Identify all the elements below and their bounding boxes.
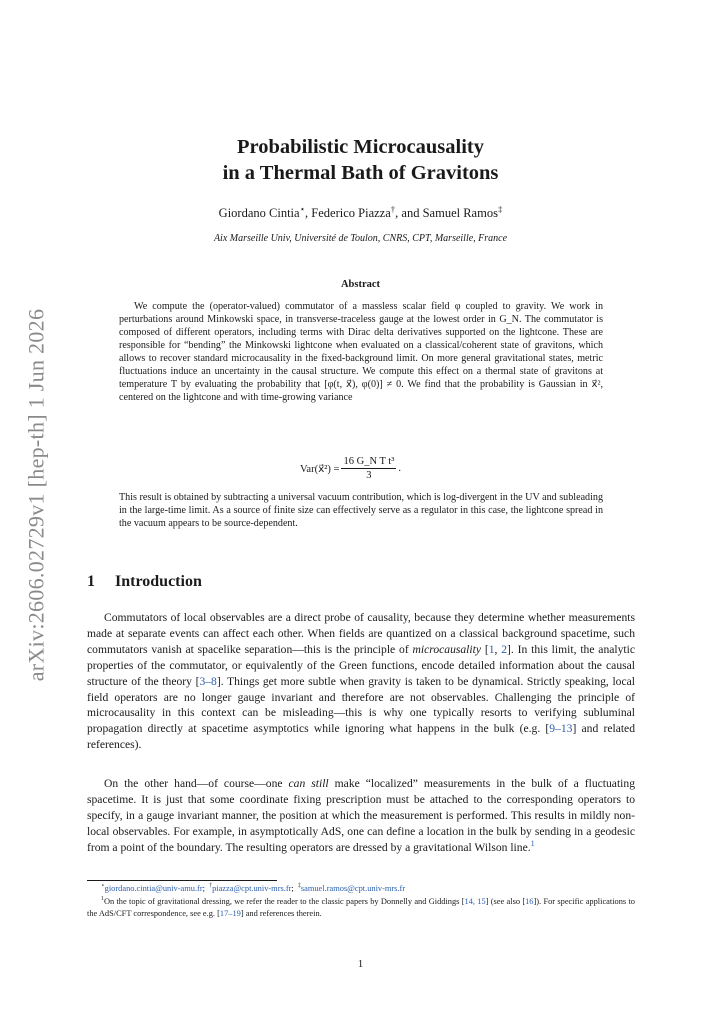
email-mark: ‡ xyxy=(297,883,301,890)
author-list xyxy=(0,203,721,221)
citation-link[interactable]: 3–8 xyxy=(199,674,217,688)
citation-link[interactable]: 17–19 xyxy=(219,908,241,918)
footnote-divider xyxy=(87,880,277,881)
author-mark-2: † xyxy=(390,203,396,214)
intro-paragraph-2 xyxy=(87,776,635,856)
page-number: 1 xyxy=(357,958,364,970)
paper-title xyxy=(0,134,721,186)
text-run: make “localized” measurements in the bulk of a fluctuating spacetime. It is just that some coordinate fixing prescription must be attached to the corresponding operators to specify, in a gauge invariant manner, the position at which the measurement is performed. This results in mildly non-local observables. For example, in asymptotically AdS, one can define a location in the bulk by sending in a geodesic from a point of the boundary. The resulting operators are dressed by a gravitational Wilson line. xyxy=(87,777,635,854)
author-ramos: Samuel Ramos xyxy=(422,206,498,220)
footnote-1 xyxy=(87,896,635,919)
section-number: 1 xyxy=(87,573,95,590)
title-line-1: Probabilistic Microcausality xyxy=(237,136,484,158)
author-separator: , and xyxy=(395,206,423,220)
section-title: Introduction xyxy=(115,573,202,590)
formula-numerator: 16 G_N T t³ xyxy=(343,456,395,467)
text-run: ]. Things get more subtle when gravity is taken to be dynamical. Strictly speaking, local field operators are no longer gauge invariant and therefore are not observables. Challenging the principle of microcausality in this context can be misleading—this is why one typically resorts to verifying subluminal propagation directly at spacetime asymptotics while ignoring what happens in the bulk (e.g. [ xyxy=(87,674,635,736)
email-link-piazza[interactable]: piazza@cpt.univ-mrs.fr xyxy=(212,884,292,893)
text-run: [ xyxy=(481,642,489,656)
title-line-2: in a Thermal Bath of Gravitons xyxy=(222,162,499,184)
citation-link[interactable]: 16 xyxy=(525,897,534,906)
arxiv-stamp xyxy=(18,300,54,690)
citation-link[interactable]: 1 xyxy=(488,642,495,656)
formula-fraction xyxy=(341,455,396,482)
author-cintia: Giordano Cintia xyxy=(218,206,300,220)
footnote-emails: ⋆giordano.cintia@univ-amu.fr; †piazza@cpt.univ-mrs.fr; ‡samuel.ramos@cpt.univ-mrs.fr xyxy=(101,883,406,893)
author-mark-3: ‡ xyxy=(497,203,503,214)
text-run: Commutators of local observables are a direct probe of causality, because they determine whether measurements made at separate events can affect each other. When fields are quantized on a classical background spacetime, such commutators vanish at spacelike separation—this is the principle of xyxy=(87,611,635,656)
text-run: , xyxy=(494,642,502,656)
variance-formula xyxy=(300,455,401,482)
intro-paragraph-1 xyxy=(87,610,635,753)
emphasis-microcausality: microcausality xyxy=(412,642,481,656)
text-run: On the topic of gravitational dressing, we refer the reader to the classic papers by Donnelly and Giddings [ xyxy=(103,897,465,906)
text-run: ] and references therein. xyxy=(240,908,322,918)
citation-link[interactable]: 2 xyxy=(501,642,508,656)
email-link-ramos[interactable]: samuel.ramos@cpt.univ-mrs.fr xyxy=(300,884,406,893)
abstract-paragraph-2: This result is obtained by subtracting a universal vacuum contribution, which is log-divergent in the UV and subleading in the large-time limit. As a source of finite size can effectively serve as a regulator in this case, the lightcone spread in the vacuum appears to be source-dependent. xyxy=(119,492,603,529)
affiliation: Aix Marseille Univ, Université de Toulon, CNRS, CPT, Marseille, France xyxy=(213,233,508,244)
author-piazza: Federico Piazza xyxy=(311,206,391,220)
arxiv-stamp-text: arXiv:2606.02729v1 [hep-th] 1 Jun 2026 xyxy=(23,308,48,682)
formula-end: . xyxy=(398,463,401,474)
abstract-heading: Abstract xyxy=(340,279,381,290)
section-heading xyxy=(87,573,202,591)
text-run: ]. In this limit, the analytic properties of the commutator, or equivalently of the Green functions, encode detailed information about the causal structure of the theory [ xyxy=(87,642,636,688)
footnote-mark: 1 xyxy=(101,896,104,903)
text-run: On the other hand—of course—one xyxy=(104,777,289,790)
author-separator: , xyxy=(305,206,312,220)
author-mark-1: ⋆ xyxy=(299,203,306,214)
abstract-paragraph-1: We compute the (operator-valued) commutator of a massless scalar field φ coupled to gravity. We work in perturbations around Minkowski space, in transverse-traceless gauge at the lowest order in G_N. The commutator is composed of different operators, including terms with Dirac delta derivatives supported on the lightcone. These are responsible for “bending” the Minkowski lightcone when evaluated on a classical/coherent state of gravitons, which allows to recover standard microcausality in the fixed-background limit. On more general gravitational states, metric fluctuations induce an uncertainty in the causal structure. We compute this effect on a thermal state of gravitons at temperature T by evaluating the probability that [φ(t, x⃗), φ(0)] ≠ 0. We find that the probability is Gaussian in x⃗², centered on the lightcone and with time-growing variance xyxy=(119,301,603,403)
email-mark: † xyxy=(209,883,213,890)
emphasis-can-still: can still xyxy=(288,777,329,790)
text-run: ]). For specific applications to the AdS/CFT correspondence, see e.g. [ xyxy=(87,897,635,918)
footnote-link[interactable]: 1 xyxy=(530,838,535,848)
formula-denominator: 3 xyxy=(366,470,372,481)
text-run: ] and related references). xyxy=(87,722,635,752)
citation-link[interactable]: 14, 15 xyxy=(464,897,486,906)
citation-link[interactable]: 9–13 xyxy=(549,722,573,736)
email-link-cintia[interactable]: giordano.cintia@univ-amu.fr xyxy=(104,884,203,893)
email-mark: ⋆ xyxy=(101,883,105,890)
text-run: ] (see also [ xyxy=(485,897,526,906)
formula-lhs: Var(x⃗²) = xyxy=(300,463,340,475)
